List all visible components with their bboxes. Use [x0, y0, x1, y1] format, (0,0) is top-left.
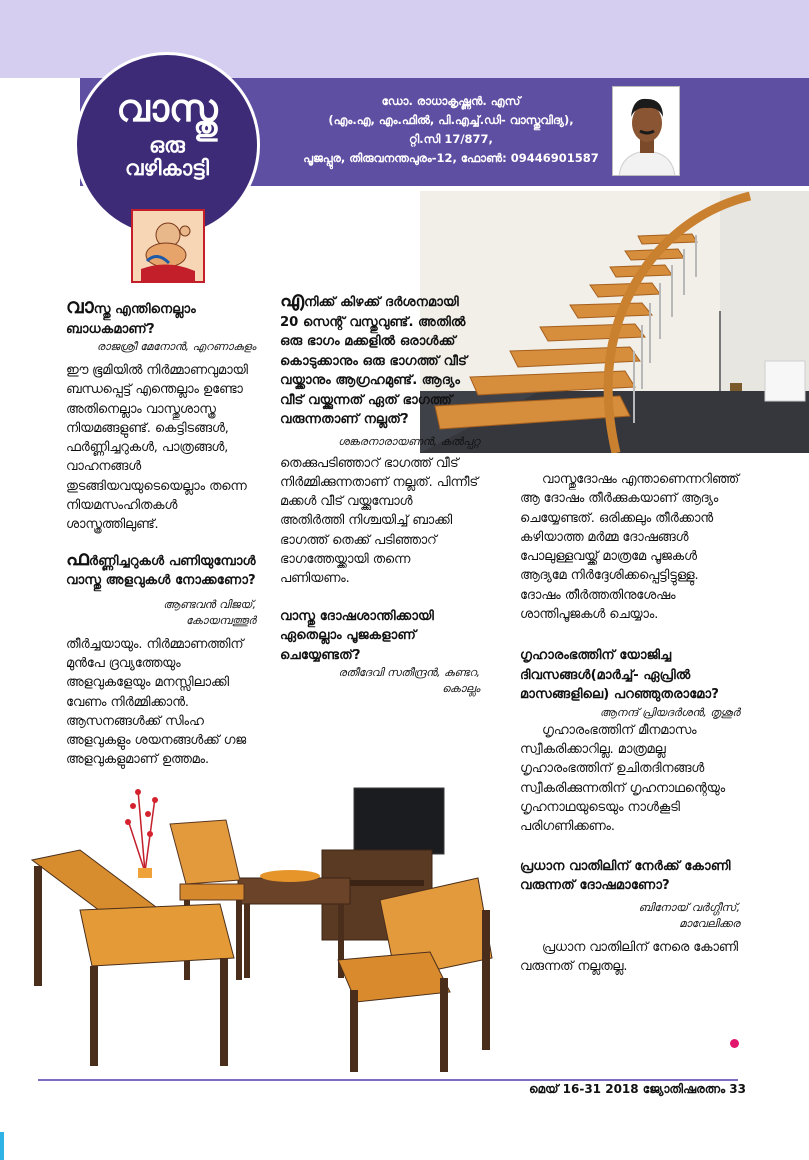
subtitle-line-2: വഴികാട്ടി [125, 156, 209, 180]
question-5: ഗൃഹാരംഭത്തിന് യോജിച്ച ദിവസങ്ങൾ(മാർച്ച്- ഏപ്രിൽ മാസങ്ങളിലെ) പറഞ്ഞുതരാമോ? [520, 648, 719, 703]
question-4-author-place: കൊല്ലം [442, 682, 480, 696]
author-name: ഡോ. രാധാകൃഷ്ണൻ. എസ് [381, 94, 521, 108]
question-2-initial: ഫ [66, 545, 89, 570]
footer-rule [38, 1079, 738, 1081]
question-2-author-place: കോയമ്പത്തൂർ [186, 613, 256, 627]
column-subtitle [74, 134, 260, 180]
question-3-initial: എ [280, 287, 305, 311]
question-6-author-name: ബിനോയ് വർഗ്ഗീസ്, [638, 900, 740, 914]
furniture-photo [20, 780, 525, 1080]
answer-3: തെക്കുപടിഞ്ഞാറ് ഭാഗത്ത് വീട് നിർമ്മിക്കുന്നതാണ് നല്ലത്. പിന്നീട് മക്കൾ വീട് വയ്ക്കുമ്പോൾ അതിർത്തി നിശ്ചയിച്ച് ബാക്കി ഭാഗത്ത് തെക്ക് പടിഞ്ഞാറ് ഭാഗത്തേയ്ക്കായി തന്നെ പണിയണം. [280, 455, 479, 587]
answer-6: പ്രധാന വാതിലിന് നേരെ കോണി വരുന്നത് നല്ലതല്ല. [520, 939, 739, 974]
answer-5: ഗൃഹാരംഭത്തിന് മീനമാസം സ്വീകരിക്കാറില്ല. മാത്രമല്ല ഗൃഹാരംഭത്തിന് ഉചിതദിനങ്ങൾ സ്വീകരിക്കുന്നതിന് ഗൃഹനാഥന്റെയും ഗൃഹനാഥയുടെയും നാൾകൂടി പരിഗണിക്കണം. [520, 722, 726, 835]
question-6: പ്രധാന വാതിലിന് നേർക്ക് കോണി വരുന്നത് ദോഷമാണോ? [520, 858, 731, 894]
page-footer: മെയ് 16-31 2018 ജ്യോതിഷരത്നം 33 [529, 1082, 746, 1096]
question-1-text: സ്തു എന്തിനെല്ലാം ബാധകമാണ്? [66, 302, 196, 337]
question-5-author: ആനന്ദ് പ്രിയദർശൻ, തൃശൂർ [599, 705, 740, 719]
question-1-initial: വാ [66, 294, 94, 318]
column-3 [520, 470, 740, 976]
column-1 [66, 294, 256, 770]
author-qualifications: (എം.എ, എം.ഫിൽ, പി.എച്ച്.ഡി- വാസ്തുവിദ്യ), [328, 113, 574, 127]
question-4: വാസ്തു ദോഷശാന്തിക്കായി ഏതെല്ലാം പൂജകളാണ് ചെയ്യേണ്ടത്? [280, 608, 434, 663]
author-code: റ്റി.സി 17/877, [409, 132, 493, 146]
question-3-text: നിക്ക് കിഴക്ക് ദർശനമായി 20 സെന്റ് വസ്തുവുണ്ട്. അതിൽ ഒരു ഭാഗം മക്കളിൽ ഒരാൾക്ക് കൊടുക്കാനും ഒരു ഭാഗത്ത് വീട് വയ്ക്കാനും ആഗ്രഹമുണ്ട്. ആദ്യം വീട് വയ്ക്കുന്നത് ഏത് ഭാഗത്ത് വരുന്നതാണ് നല്ലത്? [280, 295, 467, 427]
answer-4: വാസ്തുദോഷം എന്താണെന്നറിഞ്ഞ് ആ ദോഷം തീർക്കുകയാണ് ആദ്യം ചെയ്യേണ്ടത്. ഒരിക്കലും തീർക്കാൻ കഴിയാത്ത മർമ്മ ദോഷങ്ങൾ പോലുള്ളവയ്ക്ക് മാത്രമേ പൂജകൾ ആദ്യമേ നിർദ്ദേശിക്കപ്പെട്ടിട്ടുള്ളു. ദോഷം തീർത്തതിനുശേഷം ശാന്തിപൂജകൾ ചെയ്യാം. [520, 472, 739, 623]
question-3 [280, 287, 480, 430]
question-1-author: രാജശ്രീ മേനോൻ, എറണാകുളം [96, 340, 256, 353]
author-photo [612, 86, 680, 176]
edge-mark [0, 1132, 4, 1160]
question-2-author-name: ആണ്ടവൻ വിജയ്, [163, 597, 256, 611]
column-title: വാസ്തു [116, 86, 218, 130]
question-2 [66, 545, 256, 591]
column-2 [280, 287, 480, 697]
end-marker-dot [730, 1039, 739, 1048]
question-3-author: ശങ്കരനാരായണൻ, കൽപ്പറ്റ [338, 434, 480, 448]
question-4-author-name: രതീദേവി സതീന്ദ്രൻ, കുണ്ടറ, [338, 666, 480, 680]
question-1 [66, 294, 256, 339]
answer-1: ഈ ഭൂമിയിൽ നിർമ്മാണവുമായി ബന്ധപ്പെട്ട് എന്തെല്ലാം ഉണ്ടോ അതിനെല്ലാം വാസ്തുശാസ്ത്ര നിയമങ്ങളുണ്ട്. കെട്ടിടങ്ങൾ, ഫർണ്ണിച്ചറുകൾ, പാത്രങ്ങൾ, വാഹനങ്ങൾ തുടങ്ങിയവയുടെയെല്ലാം തന്നെ നിയമസംഹിതകൾ ശാസ്ത്രത്തിലുണ്ട്. [66, 363, 248, 533]
subtitle-line-1: ഒരു [149, 133, 185, 157]
vastu-emblem-image [131, 209, 205, 283]
author-block [296, 92, 606, 168]
author-address: പൂജപ്പുര, തിരുവനന്തപുരം-12, ഫോൺ: 09446901587 [303, 151, 599, 165]
question-6-author-place: മാവേലിക്കര [679, 916, 740, 930]
answer-2: തീർച്ചയായും. നിർമ്മാണത്തിന് മുൻപേ ദ്രവ്യത്തേയും അളവുകളേയും മനസ്സിലാക്കി വേണം നിർമ്മിക്കാൻ. ആസനങ്ങൾക്ക് സിംഹ അളവുകളും ശയനങ്ങൾക്ക് ഗജ അളവുകളുമാണ് ഉത്തമം. [66, 636, 247, 768]
question-2-text: ർണ്ണിച്ചറുകൾ പണിയുമ്പോൾ വാസ്തു അളവുകൾ നോക്കണോ? [66, 553, 256, 589]
